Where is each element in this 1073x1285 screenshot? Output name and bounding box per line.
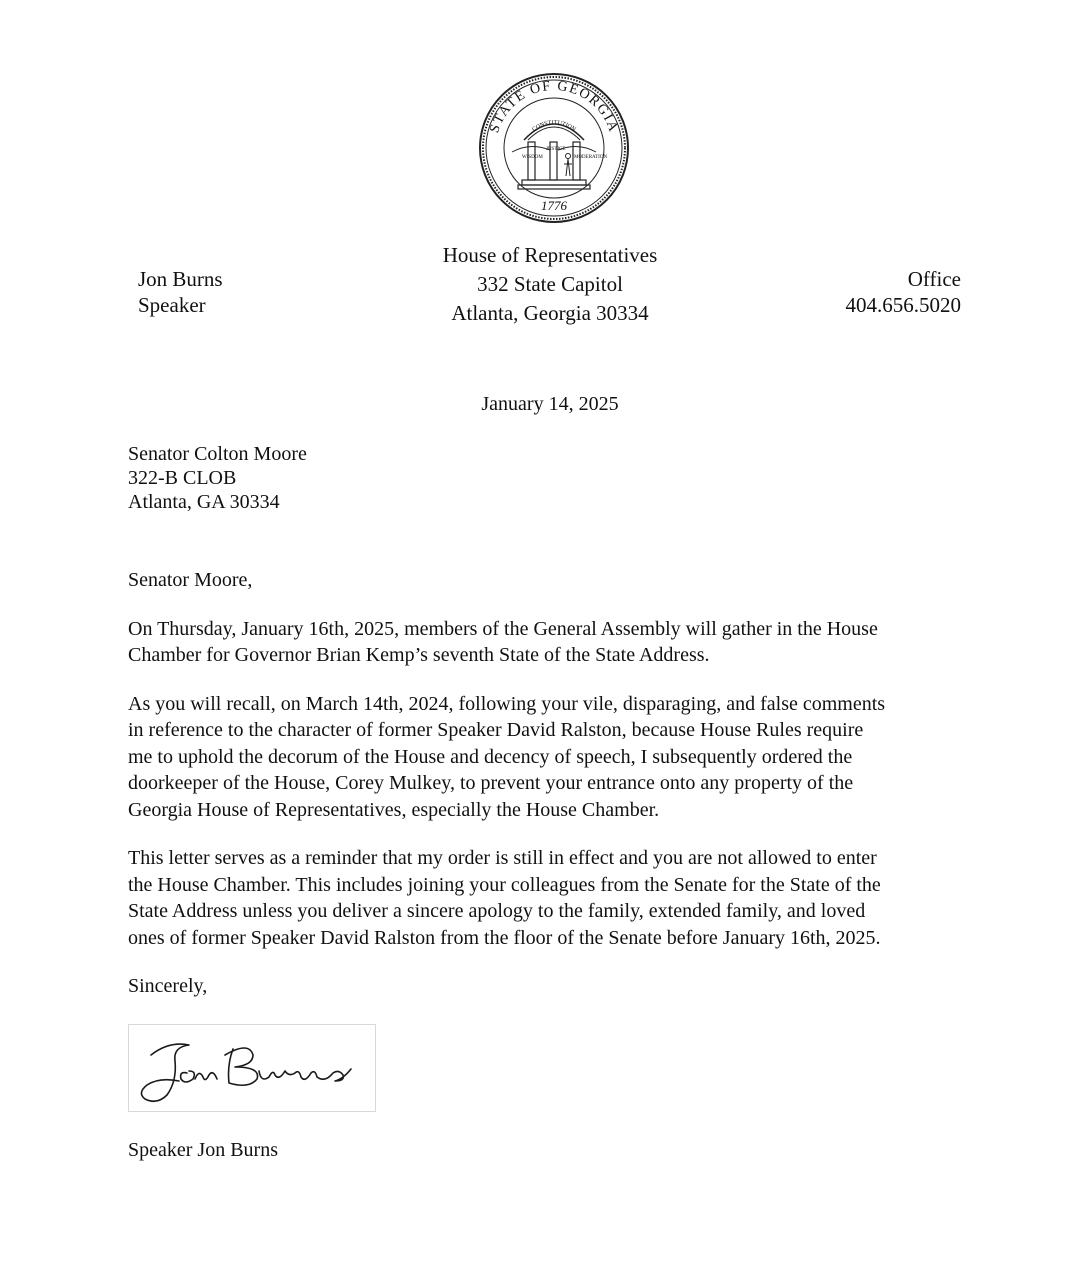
- paragraph-3: [128, 845, 978, 951]
- letterhead-center: [380, 241, 720, 328]
- letter-date: January 14, 2025: [481, 393, 619, 415]
- signer-name: Speaker Jon Burns: [128, 1139, 278, 1161]
- speaker-title: Speaker: [138, 293, 206, 317]
- signature-image: [128, 1024, 376, 1112]
- recipient-name: Senator Colton Moore: [128, 443, 307, 465]
- letter-body: [128, 567, 978, 1022]
- letterhead-left: [138, 266, 223, 318]
- salutation: Senator Moore,: [128, 569, 253, 591]
- paragraph-line: State Address unless you deliver a sincere apology to the family, extended family, and loved: [128, 900, 866, 922]
- speaker-name: Jon Burns: [138, 267, 223, 291]
- org-address-line-1: 332 State Capitol: [477, 272, 623, 296]
- paragraph-line: On Thursday, January 16th, 2025, members of the General Assembly will gather in the House: [128, 617, 878, 640]
- recipient-city: Atlanta, GA 30334: [128, 491, 280, 513]
- paragraph-line: Georgia House of Representatives, especially the House Chamber.: [128, 798, 660, 821]
- paragraph-line: Chamber for Governor Brian Kemp’s seventh State of the State Address.: [128, 644, 710, 666]
- handwritten-signature: [129, 1025, 375, 1111]
- seal-banner-right: MODERATION: [574, 155, 608, 160]
- paragraph-2: [128, 691, 978, 824]
- org-address-line-2: Atlanta, Georgia 30334: [451, 301, 649, 325]
- paragraph-line: me to uphold the decorum of the House and decency of speech, I subsequently ordered the: [128, 745, 853, 768]
- seal-top-text: STATE OF GEORGIA: [487, 78, 621, 135]
- seal-banner-left: WISDOM: [522, 155, 543, 160]
- recipient-address-block: [128, 442, 307, 514]
- recipient-office: 322-B CLOB: [128, 467, 237, 489]
- seal-banner-center: JUSTICE: [546, 147, 566, 152]
- seal-arch-text: CONSTITUTION: [531, 119, 577, 134]
- paragraph-line: in reference to the character of former Speaker David Ralston, because House Rules require: [128, 719, 864, 741]
- office-phone: 404.656.5020: [845, 293, 961, 317]
- letterhead-right: [846, 266, 962, 318]
- paragraph-line: This letter serves as a reminder that my order is still in effect and you are not allowed to enter: [128, 847, 877, 869]
- paragraph-line: ones of former Speaker David Ralston from the floor of the Senate before January 16th, 2025.: [128, 926, 881, 949]
- paragraph-line: doorkeeper of the House, Corey Mulkey, to prevent your entrance onto any property of the: [128, 772, 854, 794]
- state-of-georgia-seal: [478, 72, 630, 224]
- paragraph-line: the House Chamber. This includes joining your colleagues from the Senate for the State of the: [128, 873, 881, 896]
- organization-name: House of Representatives: [442, 243, 658, 267]
- closing: Sincerely,: [128, 975, 208, 997]
- office-label: Office: [907, 267, 961, 291]
- paragraph-line: As you will recall, on March 14th, 2024, following your vile, disparaging, and false comments: [128, 692, 886, 715]
- seal-year: 1776: [541, 198, 567, 213]
- paragraph-1: [128, 616, 978, 669]
